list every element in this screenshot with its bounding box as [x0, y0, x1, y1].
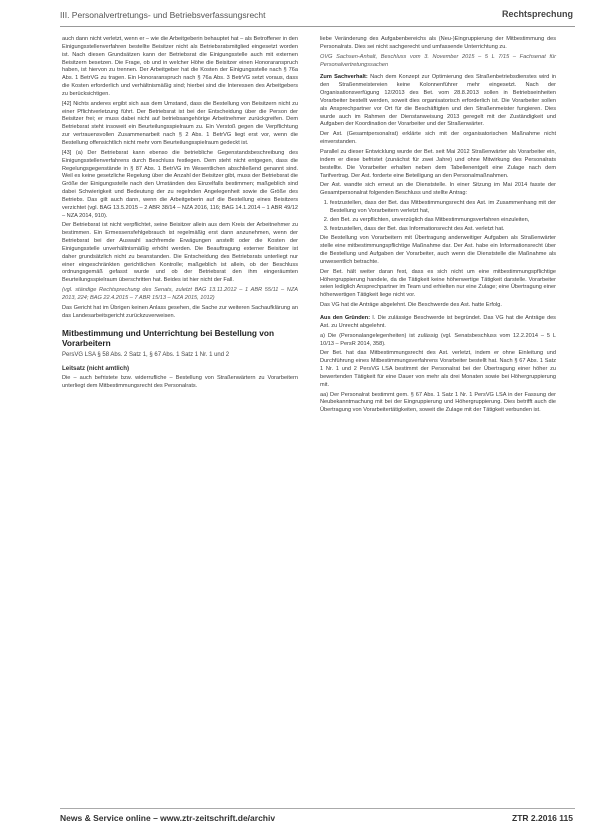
paragraph: [42] Nichts anderes ergibt sich aus dem Umstand, dass die Bestellung von Beisitzern nicht zu einer Pflichtverletzung führt. Der Betriebsrat ist bei der Entscheidung über die Person der Beisitzer frei; er muss dabei nicht auf betriebsangehörige Arbeitnehmer zurückgreifen. Dem Betriebsrat steht insoweit ein Beurteilungsspielraum zu. Ein Verstoß gegen die Verpflichtung zur vertrauensvollen Zusammenarbeit nach § 2 Abs. 1 BetrVG liegt erst vor, wenn die Bestellung offensichtlich nicht mehr vom Beurteilungsspielraum gedeckt ist.: [62, 100, 298, 146]
paragraph: Der Bet. hat das Mitbestimmungsrecht des Ast. verletzt, indem er ohne Einleitung und Durchführung eines Mitbestimmungsverfahrens Vorarbeiter bestellt hat. Nach § 67 Abs. 1 Satz 1 Nr. 1 und 2 PersVG LSA bestimmt der Personalrat bei der Übertragung einer höher zu bewertenden Tätigkeit für eine Dauer von mehr als drei Monaten sowie bei Höhergruppierung mit.: [320, 350, 556, 388]
court-decision-line: OVG Sachsen-Anhalt, Beschluss vom 3. November 2015 – 5 L 7/15 – Fachsenat für Personalvertretungssachen: [320, 53, 556, 68]
footer-issue-page: ZTR 2.2016 115: [512, 813, 573, 823]
leitsatz-text: Die – auch befristete bzw. widerrufliche – Bestellung von Straßenwärtern zu Vorarbeitern unterliegt dem Mitbestimmungsrecht des Personalrats.: [62, 375, 298, 390]
right-column: [320, 36, 556, 417]
list-item: 1. festzustellen, dass der Bet. das Mitbestimmungsrecht des Ast. im Zusammenhang mit der Bestellung von Vorarbeitern verletzt hat,: [330, 200, 556, 216]
header-rubric: Rechtsprechung: [501, 9, 573, 19]
paragraph: a) Die (Personalangelegenheiten) ist zulässig (vgl. Senatsbeschluss vom 12.2.2014 – 5 L 10/13 – PersR 2014, 358).: [320, 332, 556, 347]
page-footer: [60, 813, 575, 827]
footer-divider: [60, 808, 575, 809]
list-item: 3. festzustellen, dass der Bet. das Informationsrecht des Ast. verletzt hat.: [330, 226, 556, 234]
paragraph: I. Die zulässige Beschwerde ist begründet. Das VG hat die Anträge des Ast. zu Unrecht abgelehnt.: [320, 315, 556, 329]
paragraph: Das Gericht hat im Übrigen keinen Anlass gesehen, die Sache zur weiteren Sachaufklärung an das Landesarbeitsgericht zurückzuverweisen.: [62, 304, 298, 319]
paragraph: Der Ast. (Gesamtpersonalrat) erklärte sich mit der organisatorischen Maßnahme nicht einverstanden.: [320, 131, 556, 146]
left-column: [62, 36, 298, 393]
paragraph: Parallel zu dieser Entwicklung wurde der Bet. seit Mai 2012 Straßenwärter als Vorarbeiter ein, indem er diese befristet (zunächst für zwei Jahre) und ohne Mitwirkung des Personalrats bestellte. Die Vorarbeiter erhalten neben dem Tabellenentgelt eine Zulage nach dem Tarifvertrag. Der Ast. forderte eine Beteiligung an den Personalmaßnahmen.: [320, 148, 556, 179]
citation: (vgl. ständige Rechtsprechung des Senats, zuletzt BAG 13.11.2012 – 1 ABR 55/11 – NZA 2013, 224; BAG 22.4.2015 – 7 ABR 15/13 – NZA 2015, 1012): [62, 287, 298, 301]
gruende-block: [320, 315, 556, 331]
paragraph: auch dann nicht verletzt, wenn er – wie die Arbeitgeberin behauptet hat – als Betroffener in den Einigungsstellenverfahren bestellte Beisitzer nicht als Betriebsratsmitglied eingesetzt worden ist. Nach diesen Grundsätzen kann der Betriebsrat die Einigungsstelle auch mit externen Beisitzern besetzen. Die Frage, ob und in welcher Höhe die Beisitzer einen Honoraranspruch haben, ist hiervon zu trennen. Der Arbeitgeber hat die Kosten der Einigungsstelle nach § 76a Abs. 1 BetrVG zu tragen. Ein Honoraranspruch nach § 76a Abs. 3 BetrVG setzt voraus, dass die Kosten erforderlich und verhältnismäßig sind; hierbei sind die Interessen des Arbeitgebers zu berücksichtigen.: [62, 36, 298, 97]
list-item: 2. den Bet. zu verpflichten, unverzüglich das Mitbestimmungsverfahren einzuleiten,: [330, 217, 556, 225]
paragraph: aa) Der Personalrat bestimmt gem. § 67 Abs. 1 Satz 1 Nr. 1 PersVG LSA in der Fassung der Neubekanntmachung mit bei der Eingruppierung und Höhergruppierung. Dies betrifft auch die Übertragung von Vorarbeitertätigkeiten, soweit die Zulage mit der Tätigkeit verbunden ist.: [320, 391, 556, 414]
section-norms: PersVG LSA § 58 Abs. 2 Satz 1, § 67 Abs. 1 Satz 1 Nr. 1 und 2: [62, 351, 230, 358]
paragraph: [43] (a) Der Betriebsrat kann ebenso die betriebliche Gegenstandsbeschreibung des Einigungsstellenverfahrens durch Beschluss festlegen. Dem steht nicht entgegen, dass die Regelungsgegenstände in § 87 Abs. 1 BetrVG im Wesentlichen abschließend genannt sind. Weil es keine gesetzliche Regelung über die Anzahl der Beisitzer gibt, muss der Betriebsrat die Größe der Einigungsstelle nach den Umständen des Einzelfalls bestimmen; maßgeblich sind dabei Schwierigkeit und Bedeutung der zu regelnden Angelegenheit sowie die Größe des Betriebs. Das gilt auch dann, wenn die Arbeitgeberin auf die Bestellung eines Beisitzers verzichtet (vgl. BAG 13.5.2015 – 2 ABR 38/14 – NZA 2016, 116; BAG 14.1.2014 – 1 ABR 49/12 – NZA 2014, 910).: [62, 149, 298, 219]
page-header: [60, 8, 575, 24]
paragraph: Der Bet. hält weiter daran fest, dass es sich nicht um eine mitbestimmungspflichtige Höhergruppierung handele, da die Tätigkeit keine höherwertige Tätigkeit darstelle. Vorarbeiter seien lediglich Ansprechpartner im Team und erhielten nur eine Zulage; eine Übertragung einer höherwertigen Tätigkeit liege nicht vor.: [320, 268, 556, 299]
leitsatz-label: Leitsatz (nicht amtlich): [62, 365, 130, 373]
paragraph: Das VG hat die Anträge abgelehnt. Die Beschwerde des Ast. hatte Erfolg.: [320, 302, 502, 309]
header-divider: [60, 26, 575, 27]
paragraph: Nach dem Konzept zur Optimierung des Straßenbetriebsdienstes wird in den Straßenmeistereien keine Kolonnenführer mehr eingesetzt. Nach der Organisationsverfügung 12/2013 des Bet. vom 28.8.2013 sollen in Betriebseinheiten Vorarbeiter bestellt werden, soweit dies organisatorisch erforderlich ist. Die Vorarbeiter sollen als Ansprechpartner vor Ort für die Beschäftigten und den Straßenmeister fungieren. Dies wurde auch im Rahmen der Dienstanweisung 2013 geregelt mit der Zuständigkeit und Aufgaben der Koordination der Vorarbeiter und der Straßenwärter.: [320, 74, 556, 128]
section-heading: Mitbestimmung und Unterrichtung bei Bestellung von Vorarbeitern: [62, 327, 275, 348]
paragraph: Die Bestellung von Vorarbeitern mit Übertragung anderweitiger Aufgaben als Straßenwärter stelle eine mitbestimmungspflichtige Maßnahme dar. Der Ast. habe ein Informationsrecht über die Bestellung und Aufgaben der Vorarbeiter, auch wenn die Dienststelle die Maßnahme als unwesentlich betrachte.: [320, 235, 556, 265]
paragraph: Der Betriebsrat ist nicht verpflichtet, seine Beisitzer allein aus dem Kreis der Arbeitnehmer zu bestimmen. Ein Ermessensfehlgebrauch ist regelmäßig erst dann anzunehmen, wenn der Betriebsrat bei der Auswahl sachfremde Erwägungen anstellt oder die Kosten der Einigungsstelle unverhältnismäßig erhöht werden. Die Beauftragung externer Beisitzer ist daher grundsätzlich nicht zu beanstanden. Die Entscheidung des Betriebsrats unterliegt nur einer eingeschränkten gerichtlichen Kontrolle; maßgeblich ist allein, ob der Beschluss ordnungsgemäß gefasst wurde und ob der Betriebsrat den ihm eingeräumten Beurteilungsspielraum überschritten hat. Beides ist hier nicht der Fall.: [62, 222, 298, 284]
header-section-title: III. Personalvertretungs- und Betriebsverfassungsrecht: [60, 10, 266, 20]
motion-list: [320, 200, 556, 233]
paragraph: Der Ast. wandte sich erneut an die Dienststelle. In einer Sitzung im Mai 2014 fasste der Gesamtpersonalrat folgenden Beschluss und stellte Antrag:: [320, 182, 556, 197]
footer-website-link[interactable]: News & Service online – www.ztr-zeitschrift.de/archiv: [60, 813, 276, 823]
gruende-label: Aus den Gründen:: [320, 315, 371, 321]
sachverhalt-block: [320, 74, 556, 129]
sachverhalt-label: Zum Sachverhalt:: [320, 74, 368, 81]
paragraph: liebe Veränderung des Aufgabenbereichs als (Neu-)Eingruppierung der Mitbestimmung des Personalrats. Dies sei nicht sachgerecht und umfassende Unterrichtung zu.: [320, 36, 556, 50]
